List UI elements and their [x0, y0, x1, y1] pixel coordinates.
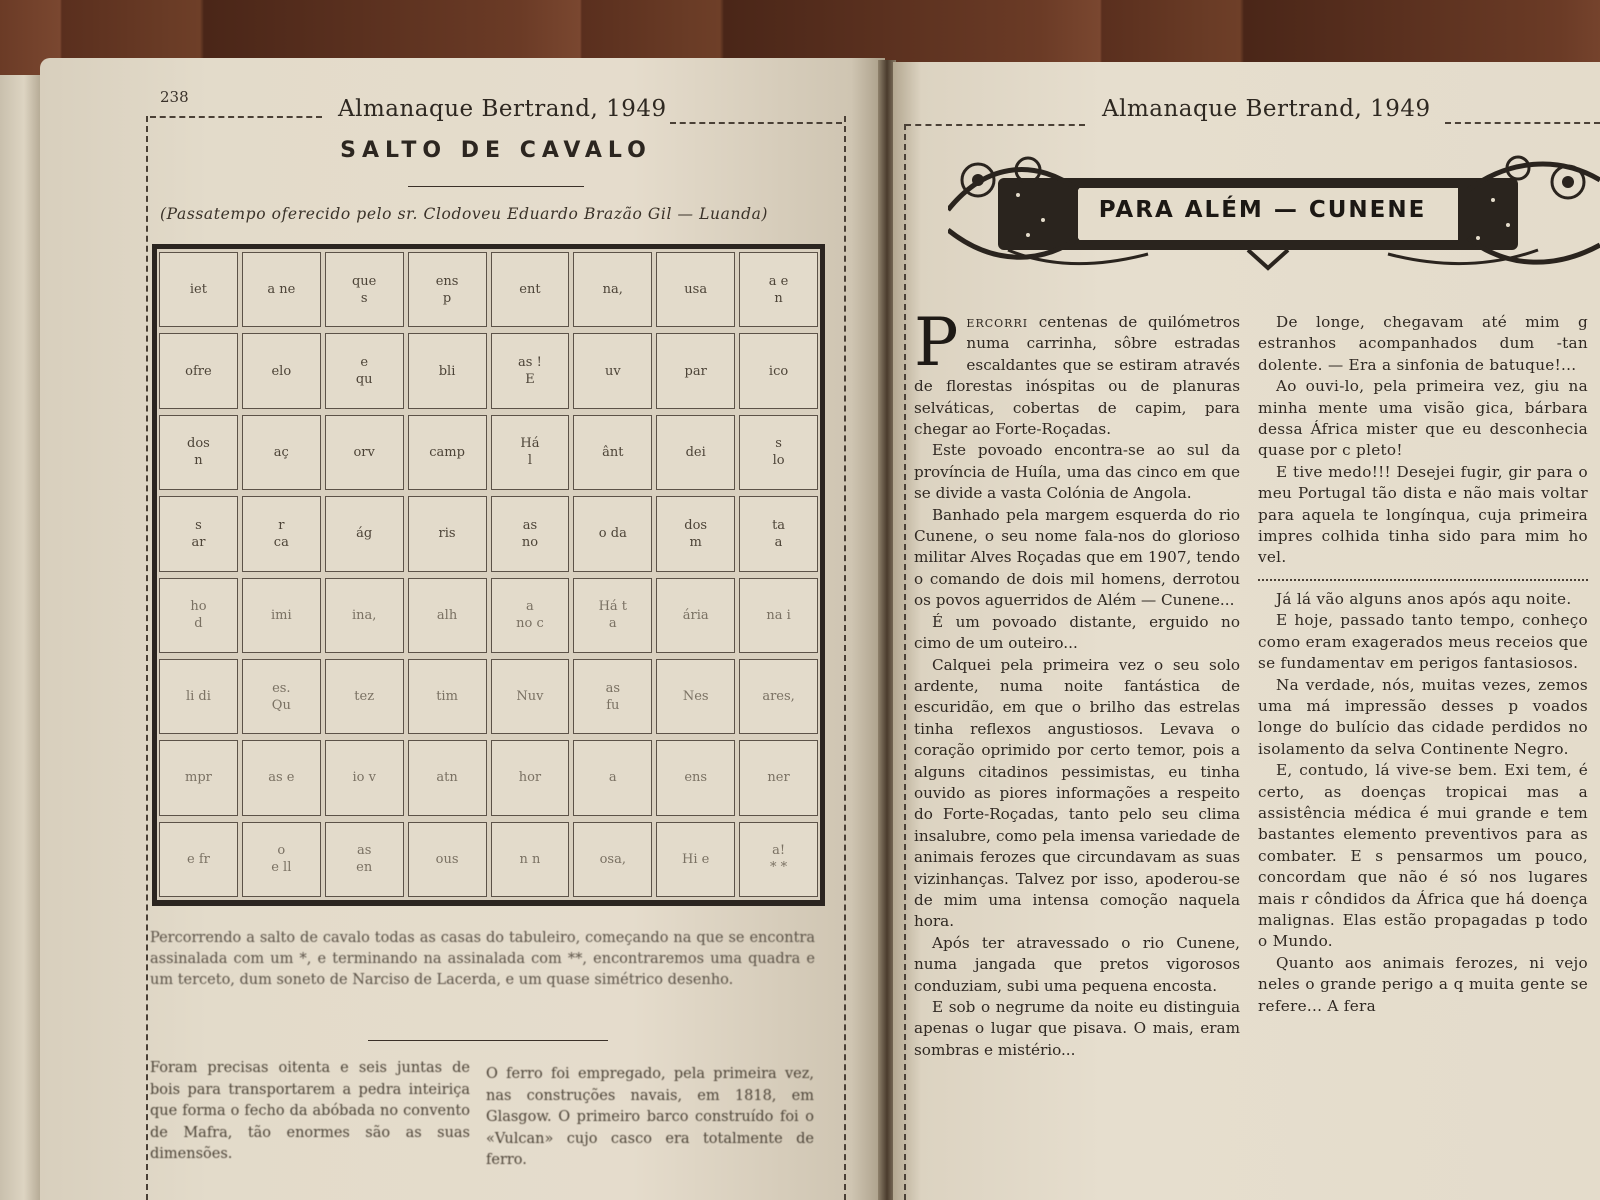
board-cell: hor	[491, 740, 570, 815]
board-cell: tim	[408, 659, 487, 734]
board-cell: Hi e	[656, 822, 735, 897]
board-cell: ent	[491, 252, 570, 327]
board-cell: li di	[159, 659, 238, 734]
board-cell: a e n	[739, 252, 818, 327]
board-cell: as no	[491, 496, 570, 571]
board-cell: ens p	[408, 252, 487, 327]
board-cell: Nuv	[491, 659, 570, 734]
board-cell: as e	[242, 740, 321, 815]
board-cell: ares,	[739, 659, 818, 734]
board-cell: a! * *	[739, 822, 818, 897]
board-cell: elo	[242, 333, 321, 408]
board-cell: o e ll	[242, 822, 321, 897]
paragraph-14: E, contudo, lá vive-se bem. Exi tem, é certo, as doenças tropicai mas a assistência médica é mui grande e tem bastantes elemento preventivos para as combater. E s pensarmos um pouco, concordam que não é só nos lugares mais r côndidos da África que há doença malignas. Elas estão propagadas p todo o Mundo.	[1258, 761, 1588, 951]
board-cell: par	[656, 333, 735, 408]
board-cell: aç	[242, 415, 321, 490]
board-cell: ária	[656, 578, 735, 653]
paragraph-9: Ao ouvi-lo, pela primeira vez, giu na minha mente uma visão gica, bárbara dessa África mister que eu desconhecia quase por c pleto!	[1258, 377, 1588, 460]
board-cell: tez	[325, 659, 404, 734]
paragraph-3: Banhado pela margem esquerda do rio Cunene, o seu nome fala-nos do glorioso militar Alves Roçadas que em 1907, tendo o comando de dois mil homens, derrotou os povos aguerridos de Além — Cunene...	[914, 505, 1240, 610]
board-cell: que s	[325, 252, 404, 327]
lead-word: ercorri	[966, 313, 1029, 331]
paragraph-11: Já lá vão alguns anos após aqu noite.	[1276, 589, 1572, 608]
board-cell: io v	[325, 740, 404, 815]
note-mafra: Foram precisas oitenta e seis juntas de bois para transportarem a pedra inteiriça que forma o fecho da abóbada no convento de Mafra, tão enormes são as suas dimensões.	[150, 1060, 470, 1162]
board-cell: ofre	[159, 333, 238, 408]
board-cell: ho d	[159, 578, 238, 653]
board-cell: as en	[325, 822, 404, 897]
paragraph-15: Quanto aos animais ferozes, ni vejo neles o grande perigo a q muita gente se refere... A fera	[1258, 953, 1588, 1015]
paragraph-4: É um povoado distante, erguido no cimo de um outeiro...	[914, 612, 1240, 653]
board-cell: imi	[242, 578, 321, 653]
board-cell: bli	[408, 333, 487, 408]
board-cell: Há t a	[573, 578, 652, 653]
article-column-2	[1258, 312, 1588, 1017]
right-running-head: Almanaque Bertrand, 1949	[1102, 96, 1431, 122]
section-separator	[1258, 579, 1588, 581]
paragraph-7: E sob o negrume da noite eu distinguia apenas o lugar que pisava. O mais, eram sombras e mistério...	[914, 998, 1240, 1059]
paragraph-10: E tive medo!!! Desejei fugir, gir para o meu Portugal tão dista e não mais voltar para aquela te longínqua, cuja primeira impres colhida tinha sido para mim ho vel.	[1258, 462, 1588, 567]
paragraph-2: Este povoado encontra-se ao sul da província de Huíla, uma das cinco em que se divide a vasta Colónia de Angola.	[914, 441, 1240, 503]
paragraph-5: Calquei pela primeira vez o seu solo ardente, numa noite fantástica de escuridão, em que o brilho das estrelas tinha reflexos angustiosos. Levava o coração oprimido por certo temor, pois a alguns citadinos pessimistas, eu tinha ouvido as piores informações a respeito do Forte-Roçadas, tanto pelo seu clima insalubre, como pela imensa variedade de animais ferozes que circundavam as suas vizinhanças. Talvez por isso, apoderou-se de mim uma intensa comoção naquela hora.	[914, 655, 1240, 931]
puzzle-subtitle: (Passatempo oferecido pelo sr. Clodoveu Eduardo Brazão Gil — Luanda)	[160, 205, 769, 223]
board-cell: atn	[408, 740, 487, 815]
paragraph-6: Após ter atravessado o rio Cunene, numa jangada que pretos vigorosos conduziam, subi uma pequena encosta.	[914, 933, 1240, 995]
paragraph-12: E hoje, passado tanto tempo, conheço como eram exagerados meus receios que se fundamentav em perigos fantasiosos.	[1258, 611, 1588, 673]
board-cell: as fu	[573, 659, 652, 734]
board-cell: Há l	[491, 415, 570, 490]
board-cell: ina,	[325, 578, 404, 653]
board-cell: uv	[573, 333, 652, 408]
board-cell: ico	[739, 333, 818, 408]
puzzle-instructions: Percorrendo a salto de cavalo todas as casas do tabuleiro, começando na que se encontra assinalada com um *, e terminando na assinalada com **, encontraremos uma quadra e um terceto, dum soneto de Narciso de Lacerda, e um quase simétrico desenho.	[150, 930, 815, 988]
board-cell: na i	[739, 578, 818, 653]
board-cell: es. Qu	[242, 659, 321, 734]
board-cell: ous	[408, 822, 487, 897]
board-cell: ânt	[573, 415, 652, 490]
board-cell: s lo	[739, 415, 818, 490]
paragraph-8: De longe, chegavam até mim g estranhos acompanhados dum -tan dolente. — Era a sinfonia de batuque!...	[1258, 313, 1588, 374]
board-cell: ág	[325, 496, 404, 571]
knight-tour-board	[152, 244, 825, 906]
title-rule	[408, 186, 584, 187]
board-cell: usa	[656, 252, 735, 327]
note-iron-ships: O ferro foi empregado, pela primeira vez, nas construções navais, em 1818, em Glasgow. O primeiro barco construído foi o «Vulcan» cujo casco era totalmente de ferro.	[486, 1066, 814, 1168]
board-cell: as ! E	[491, 333, 570, 408]
drop-cap: P	[914, 304, 959, 381]
section-rule	[368, 1040, 608, 1041]
board-cell: ta a	[739, 496, 818, 571]
puzzle-title: SALTO DE CAVALO	[340, 138, 652, 163]
board-cell: orv	[325, 415, 404, 490]
article-column-1	[914, 304, 1240, 1061]
board-cell: o da	[573, 496, 652, 571]
article-title: PARA ALÉM — CUNENE	[1098, 197, 1427, 223]
board-cell: Nes	[656, 659, 735, 734]
board-cell: osa,	[573, 822, 652, 897]
board-cell: dos m	[656, 496, 735, 571]
board-cell: dos n	[159, 415, 238, 490]
board-cell: dei	[656, 415, 735, 490]
paragraph-1: centenas de quilómetros numa carrinha, sôbre estradas escaldantes que se estiram através de florestas inóspitas ou de planuras selváticas, cobertas de capim, para chegar ao Forte-Roçadas.	[914, 313, 1240, 439]
board-cell: a	[573, 740, 652, 815]
board-cell: r ca	[242, 496, 321, 571]
board-cell: alh	[408, 578, 487, 653]
board-cell: s ar	[159, 496, 238, 571]
board-cell: ner	[739, 740, 818, 815]
board-cell: a ne	[242, 252, 321, 327]
previous-page-edge	[0, 75, 40, 1200]
board-cell: camp	[408, 415, 487, 490]
left-running-head: Almanaque Bertrand, 1949	[338, 96, 667, 122]
board-cell: na,	[573, 252, 652, 327]
paragraph-13: Na verdade, nós, muitas vezes, zemos uma má impressão desses p voados longe do bulício das cidade perdidos no isolamento da selva Continente Negro.	[1258, 675, 1588, 758]
board-cell: e qu	[325, 333, 404, 408]
board-cell: ens	[656, 740, 735, 815]
board-cell: n n	[491, 822, 570, 897]
board-cell: a no c	[491, 578, 570, 653]
board-cell: ris	[408, 496, 487, 571]
board-cell: e fr	[159, 822, 238, 897]
board-cell: iet	[159, 252, 238, 327]
page-number: 238	[160, 88, 189, 106]
board-cell: mpr	[159, 740, 238, 815]
